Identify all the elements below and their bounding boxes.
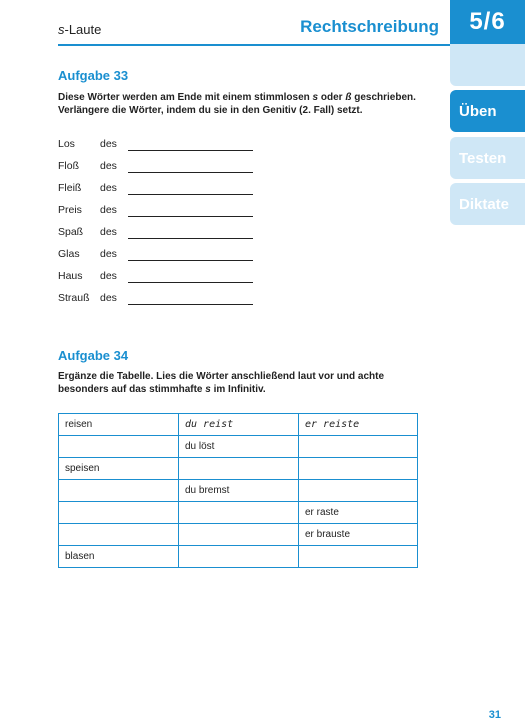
table-row: [59, 414, 418, 436]
tab-diktate[interactable]: Diktate: [450, 183, 525, 225]
article-label: des: [100, 182, 117, 194]
table-cell[interactable]: [179, 524, 299, 546]
answer-line[interactable]: [128, 238, 253, 239]
word-label: Spaß: [58, 226, 84, 238]
article-label: des: [100, 226, 117, 238]
table-row: [59, 524, 418, 546]
tab-ueben[interactable]: Üben: [450, 90, 525, 132]
header-section-rest: -Laute: [64, 22, 102, 37]
table-row: [59, 480, 418, 502]
article-label: des: [100, 138, 117, 150]
table-cell: er raste: [299, 502, 418, 524]
header-section-label: [58, 22, 101, 37]
table-cell[interactable]: [179, 502, 299, 524]
tab-testen[interactable]: Testen: [450, 137, 525, 179]
answer-line[interactable]: [128, 260, 253, 261]
table-row: [59, 502, 418, 524]
table-row: [59, 546, 418, 568]
answer-line[interactable]: [128, 304, 253, 305]
table-row: [59, 458, 418, 480]
side-tab-spacer: [450, 44, 525, 86]
header-rule: [58, 44, 450, 46]
task34-title: Aufgabe 34: [58, 348, 129, 363]
table-cell: du bremst: [179, 480, 299, 502]
answer-line[interactable]: [128, 150, 253, 151]
word-label: Preis: [58, 204, 82, 216]
word-label: Haus: [58, 270, 83, 282]
word-label: Fleiß: [58, 182, 82, 194]
grade-badge: 5/6: [450, 0, 525, 44]
verb-table: [58, 413, 418, 568]
task33-instructions: Diese Wörter werden am Ende mit einem stimmlosen s oder ß geschrieben. Verlängere die Wörter, indem du sie in den Genitiv (2. Fall) setzt.: [58, 92, 416, 116]
table-cell[interactable]: [299, 480, 418, 502]
answer-line[interactable]: [128, 172, 253, 173]
answer-line[interactable]: [128, 282, 253, 283]
answer-line[interactable]: [128, 194, 253, 195]
table-row: [59, 436, 418, 458]
header-section-letter: s: [58, 22, 65, 37]
word-label: Strauß: [58, 292, 90, 304]
table-cell[interactable]: [59, 436, 179, 458]
table-cell: er brauste: [299, 524, 418, 546]
task33-title: Aufgabe 33: [58, 68, 129, 83]
word-label: Glas: [58, 248, 80, 260]
table-cell: speisen: [59, 458, 179, 480]
table-cell[interactable]: [179, 458, 299, 480]
table-cell: du reist: [179, 414, 299, 436]
article-label: des: [100, 248, 117, 260]
table-cell[interactable]: [299, 458, 418, 480]
table-cell[interactable]: [299, 436, 418, 458]
page-number: 31: [488, 709, 501, 721]
header-title: Rechtschreibung: [300, 17, 439, 36]
article-label: des: [100, 160, 117, 172]
table-cell: du löst: [179, 436, 299, 458]
article-label: des: [100, 292, 117, 304]
table-cell: reisen: [59, 414, 179, 436]
table-cell[interactable]: [59, 480, 179, 502]
article-label: des: [100, 270, 117, 282]
word-label: Los: [58, 138, 75, 150]
article-label: des: [100, 204, 117, 216]
table-cell[interactable]: [299, 546, 418, 568]
table-cell[interactable]: [59, 524, 179, 546]
answer-line[interactable]: [128, 216, 253, 217]
table-cell[interactable]: [179, 546, 299, 568]
table-cell: blasen: [59, 546, 179, 568]
word-label: Floß: [58, 160, 79, 172]
task34-instructions: Ergänze die Tabelle. Lies die Wörter anschließend laut vor und achte besonders auf das stimmhafte s im Infinitiv.: [58, 371, 385, 395]
table-cell: er reiste: [299, 414, 418, 436]
table-cell[interactable]: [59, 502, 179, 524]
